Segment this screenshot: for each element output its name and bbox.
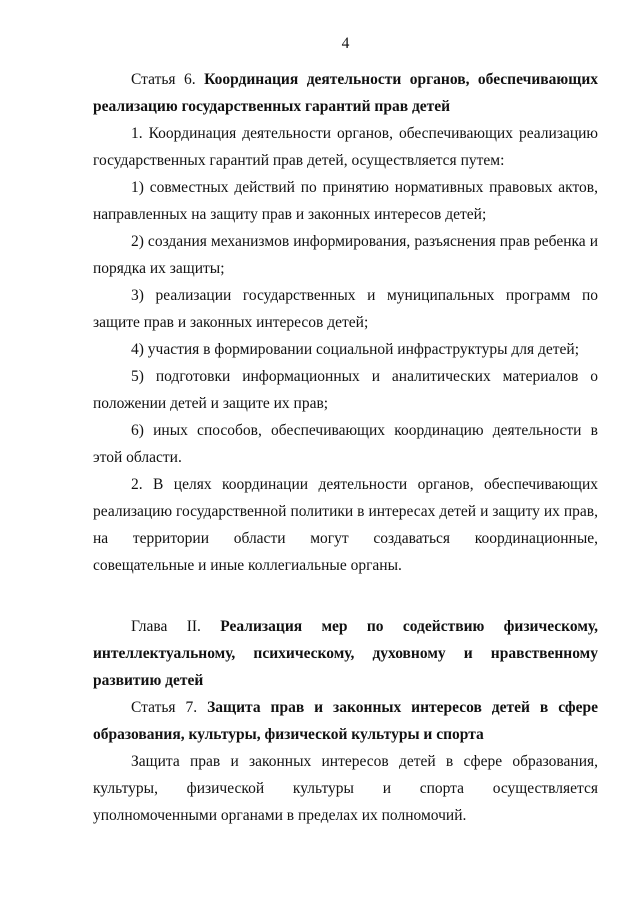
article-6-item-2: 2) создания механизмов информирования, разъяснения прав ребенка и порядка их защиты;: [93, 233, 598, 277]
chapter-2-prefix: Глава II.: [131, 618, 201, 635]
chapter-2-title: Реализация мер по содействию физическому, интеллектуальному, психическому, духовному и нравственному развитию детей: [93, 618, 598, 689]
article-6-item-6: 6) иных способов, обеспечивающих координацию деятельности в этой области.: [93, 422, 598, 466]
article-6-prefix: Статья 6.: [131, 71, 196, 88]
article-6-item-1: 1) совместных действий по принятию нормативных правовых актов, направленных на защиту прав и законных интересов детей;: [93, 179, 598, 223]
article-7-title: Защита прав и законных интересов детей в сфере образования, культуры, физической культуры и спорта: [93, 699, 598, 743]
section-spacer: [93, 579, 598, 613]
article-6-item-5: 5) подготовки информационных и аналитических материалов о положении детей и защите их прав;: [93, 368, 598, 412]
article-6-title: Координация деятельности органов, обеспечивающих реализацию государственных гарантий прав детей: [93, 71, 599, 115]
article-6-heading: [93, 66, 598, 120]
article-6-paragraph-1: 1. Координация деятельности органов, обеспечивающих реализацию государственных гарантий прав детей, осуществляется путем:: [93, 125, 598, 169]
article-6-item-4: 4) участия в формировании социальной инфраструктуры для детей;: [131, 341, 580, 358]
article-6-paragraph-2: 2. В целях координации деятельности органов, обеспечивающих реализацию государственной политики в интересах детей и защиту их прав, на территории области могут создаваться координационные, совещательные и иные коллегиальные органы.: [93, 476, 598, 574]
chapter-2-heading: [93, 613, 598, 694]
article-7-heading: [93, 694, 598, 748]
document-content: [93, 66, 598, 829]
article-7-prefix: Статья 7.: [131, 699, 198, 716]
article-6-item-3: 3) реализации государственных и муниципальных программ по защите прав и законных интересов детей;: [93, 287, 598, 331]
article-7-paragraph-1: Защита прав и законных интересов детей в сфере образования, культуры, физической культуры и спорта осуществляется уполномоченными органами в пределах их полномочий.: [93, 753, 598, 824]
page-number: 4: [341, 35, 350, 52]
